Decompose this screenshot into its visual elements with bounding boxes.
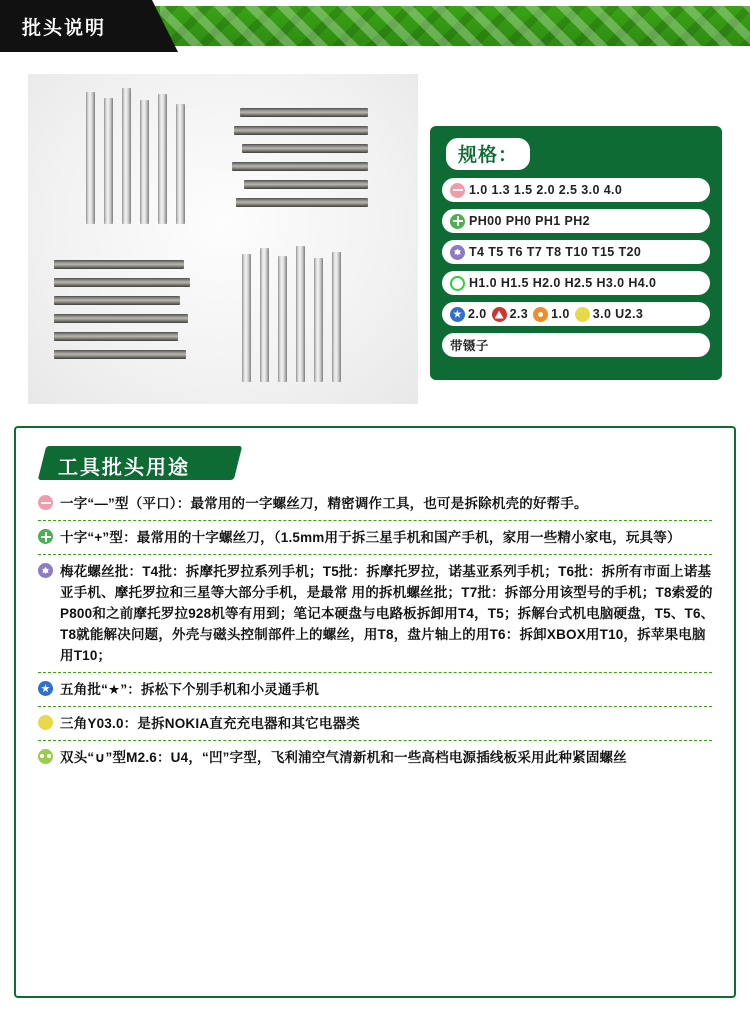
y-head-icon [575, 307, 590, 322]
spec-row-flat-label: 1.0 1.3 1.5 2.0 2.5 3.0 4.0 [469, 183, 623, 197]
flat-head-icon [38, 495, 53, 510]
header-pattern-band [160, 6, 750, 46]
usage-item-list [16, 486, 734, 773]
divider [38, 740, 712, 741]
list-item [34, 488, 716, 519]
spec-row-pentalobe-label: 2.0 [468, 307, 487, 321]
list-item [34, 556, 716, 671]
usage-panel [14, 426, 736, 998]
spec-row-hex-label: H1.0 H1.5 H2.0 H2.5 H3.0 H4.0 [469, 276, 657, 290]
spec-row-y-label: 3.0 U2.3 [592, 307, 644, 321]
spec-row-round-label: 1.0 [551, 307, 570, 321]
list-item-text: 梅花螺丝批：T4批：拆摩托罗拉系列手机；T5批：拆摩托罗拉，诺基亚系列手机；T6批：拆所有市面上诺基亚手机、摩托罗拉和三星等大部分手机，是最常 用的拆机螺丝批；T7批：拆部分用该型号的手机；T8索爱的P800和之前摩托罗拉928机等有用到；笔记本硬盘与电路板拆卸用T4，T5；拆解台式机电脑硬盘，T5、T6、T8就能解决问题，外壳与磁头控制部件上的螺丝，用T8，盘片轴上的用T6：拆卸XBOX用T10，拆苹果电脑用T10； [60, 564, 715, 663]
spec-row-tweezers-label: 带镊子 [450, 339, 489, 353]
spec-row-mixed [442, 302, 710, 326]
usage-title-label: 工具批头用途 [58, 457, 190, 479]
u-head-icon [38, 749, 53, 764]
divider [38, 706, 712, 707]
spec-row-triangle-label: 2.3 [509, 307, 529, 321]
top-section [0, 52, 750, 420]
spec-row-phillips-label: PH00 PH0 PH1 PH2 [469, 214, 591, 228]
list-item [34, 674, 716, 705]
list-item-text: 双头“∪”型M2.6：U4，“凹”字型，飞利浦空气清新机和一些高档电源插线板采用此种紧固螺丝 [60, 750, 627, 765]
divider [38, 520, 712, 521]
pentalobe-head-icon [38, 681, 53, 696]
usage-title [42, 446, 252, 480]
divider [38, 554, 712, 555]
y-head-icon [38, 715, 53, 730]
list-item [34, 742, 716, 773]
flat-head-icon [450, 183, 465, 198]
list-item-text: 一字“—”型（平口）：最常用的一字螺丝刀，精密调作工具，也可是拆除机壳的好帮手。 [60, 496, 588, 511]
hex-head-icon [450, 276, 465, 291]
list-item [34, 522, 716, 553]
list-item-text: 五角批“★”：拆松下个别手机和小灵通手机 [60, 682, 320, 697]
spec-row-torx [442, 240, 710, 264]
spec-row-flat [442, 178, 710, 202]
list-item-text: 十字“+”型：最常用的十字螺丝刀，（1.5mm用于拆三星手机和国产手机，家用一些精小家电，玩具等） [60, 530, 681, 545]
list-item [34, 708, 716, 739]
product-photo [28, 74, 418, 404]
divider [38, 672, 712, 673]
phillips-head-icon [38, 529, 53, 544]
spec-row-tweezers [442, 333, 710, 357]
spec-row-phillips [442, 209, 710, 233]
page-header [0, 0, 750, 52]
list-item-text: 三角Y03.0：是拆NOKIA直充充电器和其它电器类 [60, 716, 360, 731]
torx-head-icon [38, 563, 53, 578]
specification-card [430, 126, 722, 380]
triangle-head-icon [492, 307, 507, 322]
spec-row-torx-label: T4 T5 T6 T7 T8 T10 T15 T20 [469, 245, 642, 259]
pentalobe-head-icon [450, 307, 465, 322]
torx-head-icon [450, 245, 465, 260]
spec-title: 规格： [446, 138, 530, 170]
round-head-icon [533, 307, 548, 322]
phillips-head-icon [450, 214, 465, 229]
page-title: 批头说明 [22, 18, 107, 39]
spec-row-hex [442, 271, 710, 295]
